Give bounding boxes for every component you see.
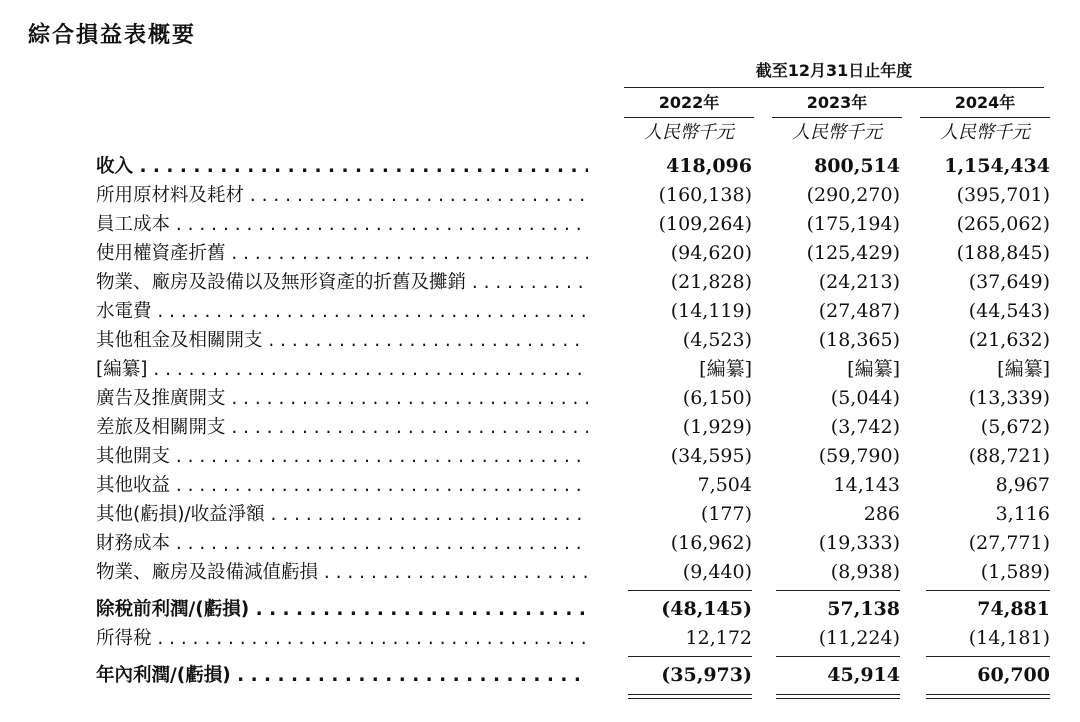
column-unit-2: 人民幣千元: [792, 122, 882, 143]
row-value-2022: (9,440): [682, 561, 752, 583]
table-row: [0, 442, 1080, 471]
row-value-2022: 418,096: [666, 155, 752, 177]
row-value-2022: (35,973): [661, 664, 752, 686]
row-value-2023: (27,487): [818, 300, 900, 322]
row-label: [編纂] . . .: [96, 355, 588, 384]
table-row: [0, 181, 1080, 210]
column-unit-3: 人民幣千元: [940, 122, 1030, 143]
row-value-2022: (4,523): [682, 329, 752, 351]
row-label: 其他開支 . . .: [96, 442, 588, 471]
row-value-2024: 60,700: [977, 664, 1050, 686]
total-divider: [0, 653, 1080, 661]
table-row: [0, 624, 1080, 653]
row-value-2023: (11,224): [818, 627, 900, 649]
row-value-2022: [編纂]: [699, 358, 752, 380]
row-value-2022: (109,264): [658, 213, 752, 235]
subtotal-rule: [776, 590, 900, 591]
row-label: 年內利潤/(虧損) . . .: [96, 661, 588, 690]
row-value-2024: [編纂]: [997, 358, 1050, 380]
row-value-2023: [編纂]: [847, 358, 900, 380]
table-row: [0, 210, 1080, 239]
row-value-2023: (8,938): [830, 561, 900, 583]
section-title: 綜合損益表概要: [28, 23, 197, 48]
row-value-2023: 800,514: [814, 155, 900, 177]
table-row: [0, 661, 1080, 690]
row-value-2024: 1,154,434: [944, 155, 1050, 177]
row-value-2022: (177): [700, 503, 752, 525]
row-label: 其他(虧損)/收益淨額 . . .: [96, 500, 588, 529]
row-value-2022: 12,172: [685, 627, 752, 649]
row-value-2023: 45,914: [827, 664, 900, 686]
row-value-2024: 3,116: [995, 503, 1050, 525]
row-value-2024: 8,967: [995, 474, 1050, 496]
column-header-year-2: 2023年: [772, 90, 902, 118]
row-value-2022: (14,119): [670, 300, 752, 322]
column-header-year-3: 2024年: [920, 90, 1050, 118]
table-row: [0, 268, 1080, 297]
row-label: 物業、廠房及設備以及無形資產的折舊及攤銷 . . .: [96, 268, 588, 297]
row-value-2022: (21,828): [670, 271, 752, 293]
row-label: 水電費 . . .: [96, 297, 588, 326]
row-label: 物業、廠房及設備減值虧損 . . .: [96, 558, 588, 587]
row-value-2022: 7,504: [697, 474, 752, 496]
period-header: 截至12月31日止年度: [624, 58, 1044, 88]
row-value-2023: (19,333): [818, 532, 900, 554]
table-row: [0, 471, 1080, 500]
row-label: 收入 . . .: [96, 152, 588, 181]
row-value-2024: (14,181): [968, 627, 1050, 649]
row-label: 差旅及相關開支 . . .: [96, 413, 588, 442]
row-value-2024: 74,881: [977, 598, 1050, 620]
table-row: [0, 152, 1080, 181]
table-row: [0, 355, 1080, 384]
row-value-2022: (94,620): [670, 242, 752, 264]
table-row: [0, 239, 1080, 268]
row-value-2024: (13,339): [968, 387, 1050, 409]
row-label: 其他收益 . . .: [96, 471, 588, 500]
row-value-2023: 57,138: [827, 598, 900, 620]
row-value-2024: (5,672): [980, 416, 1050, 438]
row-value-2024: (21,632): [968, 329, 1050, 351]
double-underline: [776, 694, 900, 699]
row-label: 員工成本 . . .: [96, 210, 588, 239]
row-value-2023: (59,790): [818, 445, 900, 467]
row-value-2022: (160,138): [658, 184, 752, 206]
row-value-2023: (175,194): [806, 213, 900, 235]
row-label: 所得稅 . . .: [96, 624, 588, 653]
double-underline: [628, 694, 752, 699]
row-label: 財務成本 . . .: [96, 529, 588, 558]
row-value-2023: (3,742): [830, 416, 900, 438]
row-value-2024: (88,721): [968, 445, 1050, 467]
row-label: 所用原材料及耗材 . . .: [96, 181, 588, 210]
row-value-2023: (125,429): [806, 242, 900, 264]
column-header-year-1: 2022年: [624, 90, 754, 118]
row-value-2024: (27,771): [968, 532, 1050, 554]
table-row: [0, 384, 1080, 413]
subtotal-divider: [0, 587, 1080, 595]
row-value-2024: (44,543): [968, 300, 1050, 322]
double-underline: [926, 694, 1050, 699]
table-row: [0, 500, 1080, 529]
table-row: [0, 595, 1080, 624]
row-value-2023: (5,044): [830, 387, 900, 409]
row-value-2022: (48,145): [661, 598, 752, 620]
column-unit-1: 人民幣千元: [644, 122, 734, 143]
income-statement-table: [0, 152, 1080, 702]
table-row: [0, 413, 1080, 442]
row-value-2024: (37,649): [968, 271, 1050, 293]
table-row: [0, 529, 1080, 558]
row-value-2022: (1,929): [682, 416, 752, 438]
total-rule: [776, 656, 900, 657]
subtotal-rule: [926, 590, 1050, 591]
row-label: 廣告及推廣開支 . . .: [96, 384, 588, 413]
row-value-2024: (188,845): [956, 242, 1050, 264]
row-value-2022: (34,595): [670, 445, 752, 467]
table-row: [0, 326, 1080, 355]
row-value-2022: (6,150): [682, 387, 752, 409]
row-value-2024: (265,062): [956, 213, 1050, 235]
row-label: 其他租金及相關開支 . . .: [96, 326, 588, 355]
grand-total-divider: [0, 690, 1080, 702]
total-rule: [628, 656, 752, 657]
subtotal-rule: [628, 590, 752, 591]
row-value-2023: (24,213): [818, 271, 900, 293]
table-row: [0, 558, 1080, 587]
total-rule: [926, 656, 1050, 657]
row-value-2024: (1,589): [980, 561, 1050, 583]
row-value-2023: (18,365): [818, 329, 900, 351]
row-value-2022: (16,962): [670, 532, 752, 554]
row-value-2023: (290,270): [806, 184, 900, 206]
row-value-2023: 286: [863, 503, 900, 525]
row-value-2024: (395,701): [956, 184, 1050, 206]
row-label: 除稅前利潤/(虧損) . . .: [96, 595, 588, 624]
row-value-2023: 14,143: [833, 474, 900, 496]
table-row: [0, 297, 1080, 326]
row-label: 使用權資產折舊 . . .: [96, 239, 588, 268]
